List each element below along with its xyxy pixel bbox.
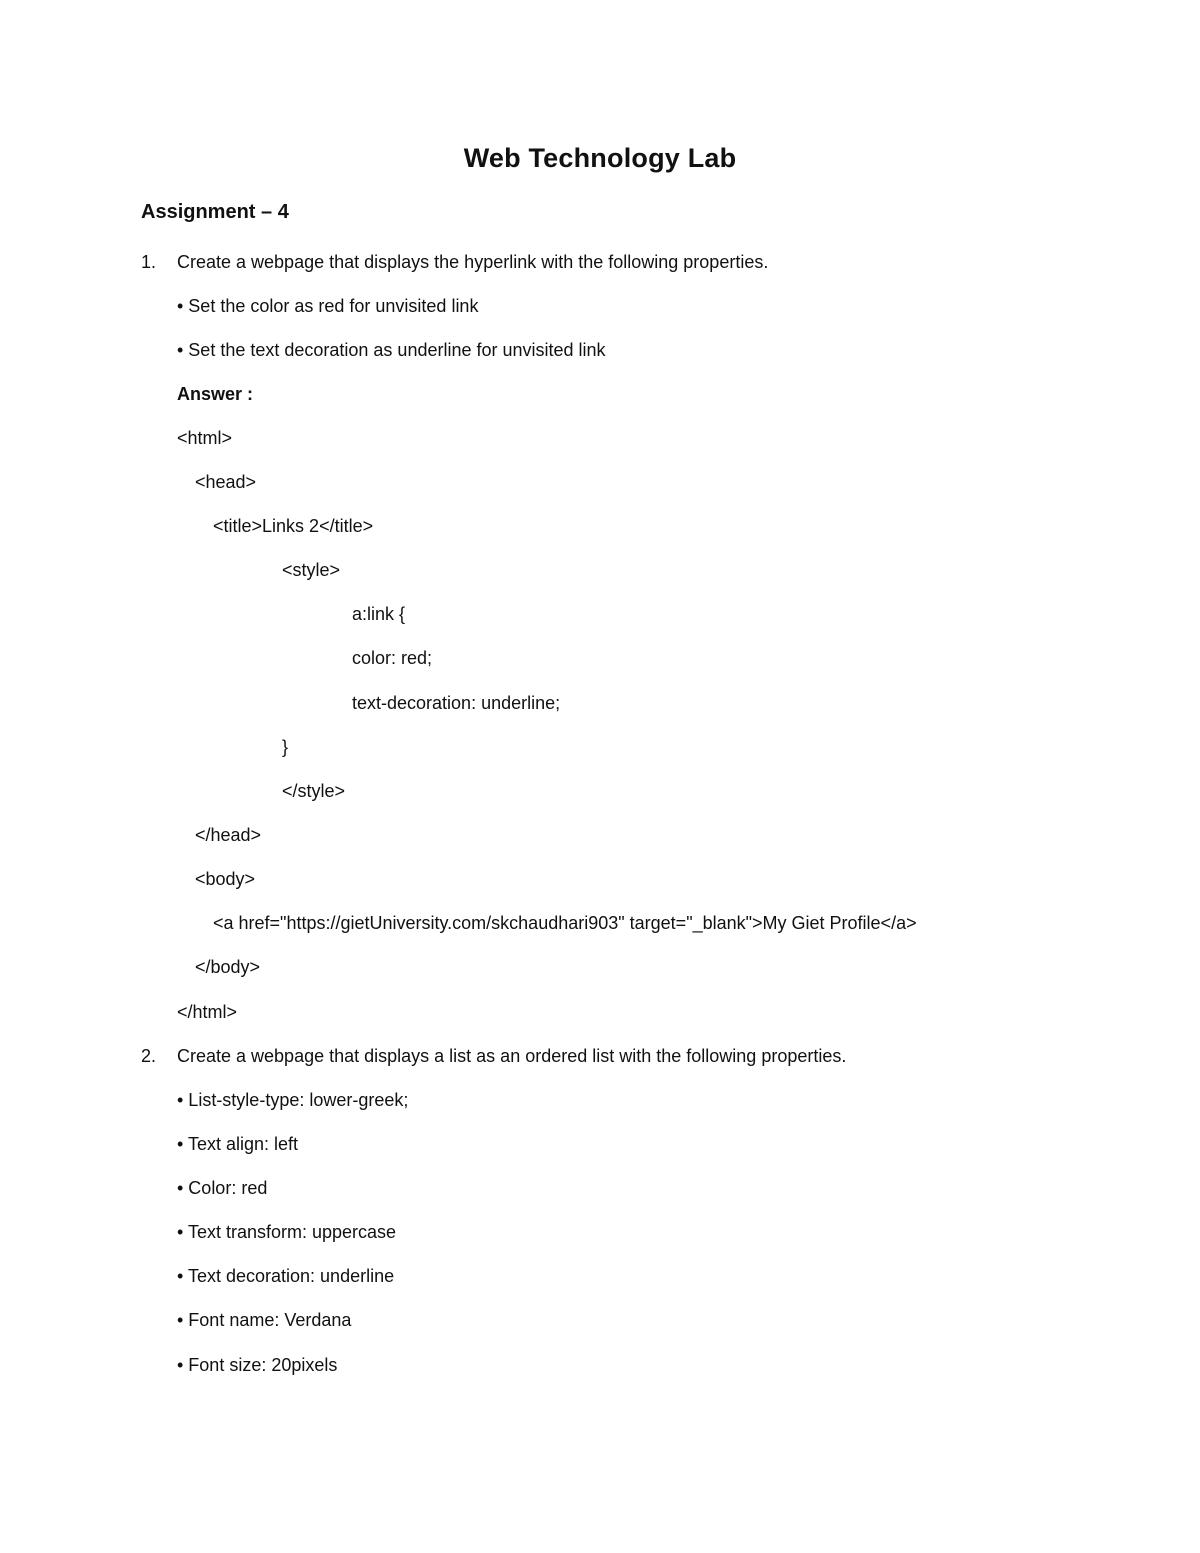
code-line: <a href="https://gietUniversity.com/skchaudhari903" target="_blank">My Giet Profile</a> [213,913,917,933]
question-2-bullet: • Text transform: uppercase [177,1222,397,1242]
code-line: </html> [177,1002,238,1022]
code-line: color: red; [352,648,433,668]
code-line: <title>Links 2</title> [213,516,374,536]
code-line: } [282,737,289,757]
document-title: Web Technology Lab [463,143,737,173]
question-2-bullet: • Color: red [177,1178,268,1198]
answer-label: Answer : [177,384,254,404]
question-2-number: 2. [141,1046,157,1066]
code-line: <style> [282,560,341,580]
assignment-heading: Assignment – 4 [141,201,289,223]
code-line: text-decoration: underline; [352,693,561,713]
code-line: </style> [282,781,346,801]
question-1-bullet: • Set the text decoration as underline for unvisited link [177,340,606,360]
question-2-bullet: • Text align: left [177,1134,299,1154]
question-2-bullet: • Font name: Verdana [177,1310,352,1330]
code-line: <html> [177,428,233,448]
question-1-number: 1. [141,252,157,272]
code-line: a:link { [352,604,406,624]
question-1-text: Create a webpage that displays the hyperlink with the following properties. [177,252,769,272]
code-line: <body> [195,869,256,889]
code-line: </body> [195,957,261,977]
question-2-bullet: • Text decoration: underline [177,1266,395,1286]
question-2-bullet: • List-style-type: lower-greek; [177,1090,409,1110]
question-1-bullet: • Set the color as red for unvisited link [177,296,479,316]
question-2-bullet: • Font size: 20pixels [177,1355,338,1375]
question-2-text: Create a webpage that displays a list as an ordered list with the following properties. [177,1046,847,1066]
code-line: </head> [195,825,262,845]
code-line: <head> [195,472,257,492]
